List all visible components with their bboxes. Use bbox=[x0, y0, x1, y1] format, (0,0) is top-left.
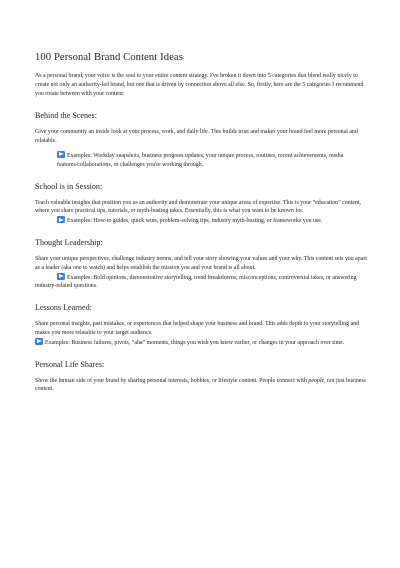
section-school-is-in-session bbox=[35, 182, 369, 226]
section-body-text: Share your unique perspectives, challenge industry norms, and tell your story showing your values and your why. This content sets you apart as a leader (aka one to watch) and helps establish the mission you and your brand is all about. bbox=[35, 255, 367, 271]
examples-text: Examples: Workday snapshots, business progress updates, your unique process, routines, recent achievements, media features/collaborations, or challenges you're working through. bbox=[57, 152, 344, 168]
section-body-emphasis: people bbox=[308, 377, 325, 384]
right-arrow-icon bbox=[57, 216, 65, 223]
section-body-post: , not just business content. bbox=[35, 377, 366, 393]
page-title: 100 Personal Brand Content Ideas bbox=[35, 52, 183, 63]
section-body bbox=[35, 377, 369, 395]
right-arrow-icon bbox=[57, 151, 65, 158]
section-heading: School is in Session: bbox=[35, 181, 103, 191]
section-body-pre: Show the human side of your brand by sharing personal interests, hobbies, or lifestyle content. People connect with bbox=[35, 377, 309, 384]
right-arrow-icon bbox=[57, 273, 65, 280]
examples-text: Examples: How-to guides, quick wins, problem-solving tips, industry myth-busting, or frameworks you use. bbox=[67, 218, 323, 225]
examples-text: Examples: Business failures, pivots, “aha” moments, things you wish you knew earlier, or changes in your approach over time. bbox=[45, 339, 345, 346]
section-body bbox=[35, 320, 369, 347]
section-body-text: Teach valuable insights that position you as an authority and demonstrate your unique areas of expertise. This is your “education” content, where you share practical tips, tutorials, or myth-busting takes. Essentially, this is what you want to be known for. bbox=[35, 199, 361, 215]
examples-text: Examples: Bold opinions, demonstrative storytelling, trend breakdowns, misconceptions, controversial takes, or answering industry-related questions. bbox=[35, 274, 357, 290]
examples-paragraph bbox=[35, 151, 369, 170]
section-lessons-learned bbox=[35, 303, 369, 347]
section-body: Give your community an inside look at your process, work, and daily life. This builds trust and makes your brand feel more personal and relatable. bbox=[35, 129, 358, 145]
section-heading: Personal Life Shares: bbox=[35, 359, 105, 369]
section-heading: Thought Leadership: bbox=[35, 237, 103, 247]
section-heading: Lessons Learned: bbox=[35, 303, 92, 313]
intro-paragraph: As a personal brand, your voice is the soul to your entire content strategy. I've broken it down into 5 categories that blend really nicely to create not only an authority-led brand, but one that is driven by connection above all else. So, firstly, here are the 5 categories I recommend you rotate between with your content: bbox=[35, 73, 364, 97]
section-body-text: Share personal insights, past mistakes, or experiences that helped shape your business and brand. This adds depth to your storytelling and makes you more relatable to your target audience. bbox=[35, 321, 359, 336]
section-heading: Behind the Scenes: bbox=[35, 111, 98, 121]
section-personal-life-shares bbox=[35, 360, 369, 395]
section-behind-the-scenes bbox=[35, 111, 369, 169]
section-body bbox=[35, 199, 369, 226]
section-body bbox=[35, 255, 369, 291]
right-arrow-icon bbox=[35, 338, 43, 345]
section-thought-leadership bbox=[35, 238, 369, 291]
